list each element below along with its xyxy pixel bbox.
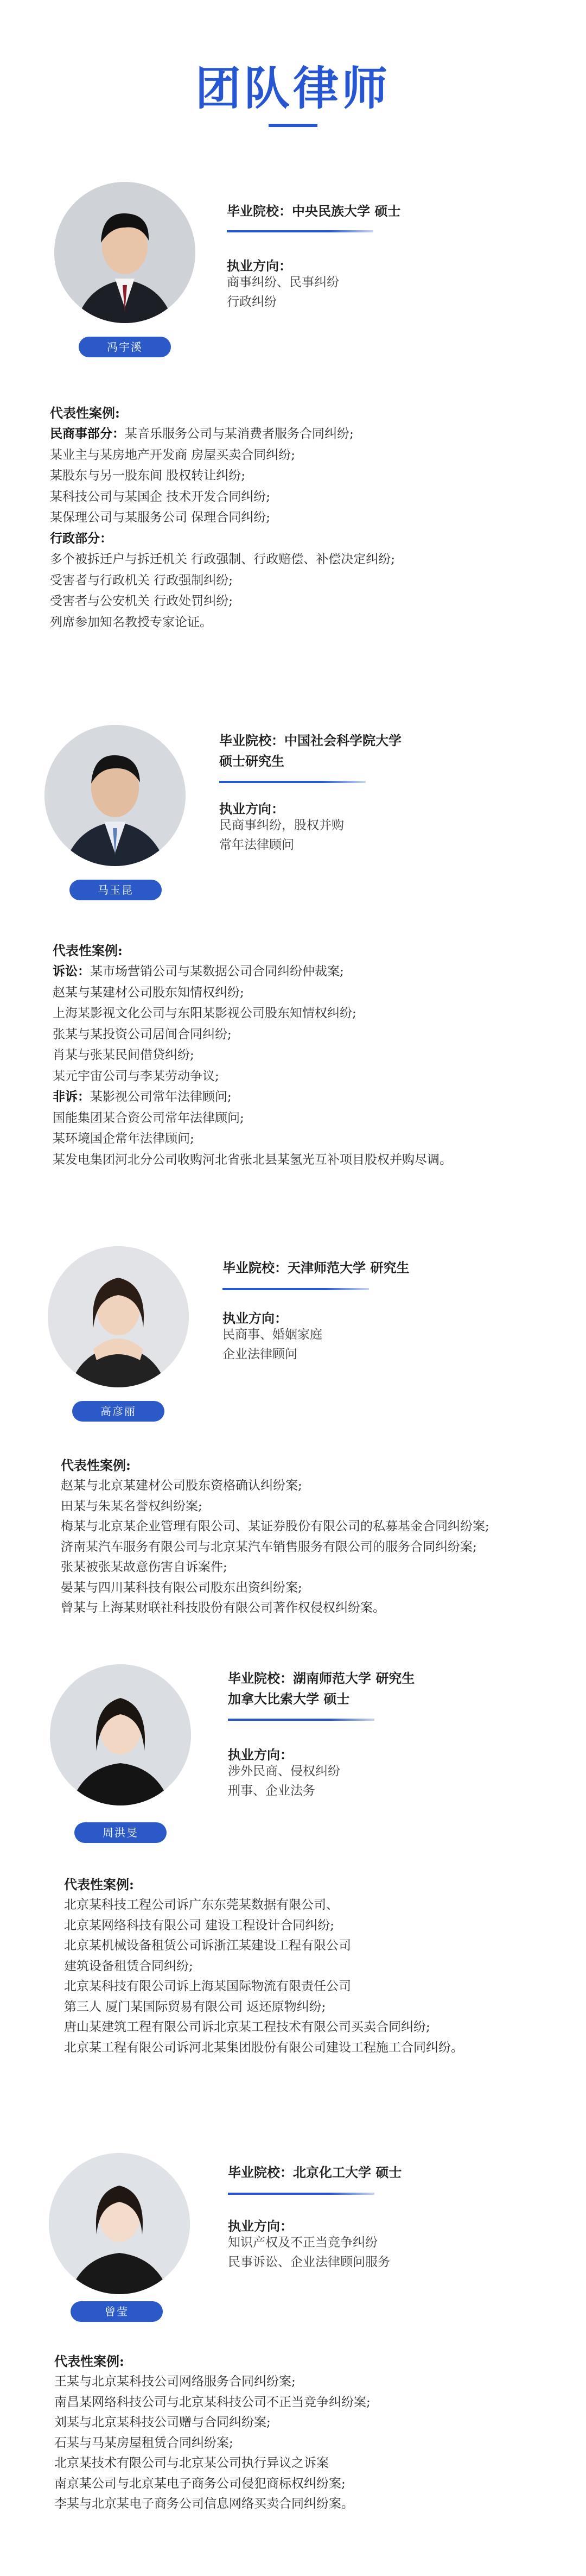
- direction-item-1: 民商事纠纷，股权并购: [219, 818, 344, 832]
- case-line: [53, 1108, 541, 1129]
- case-line: [50, 445, 538, 466]
- case-text: 国能集团某合资公司常年法律顾问;: [53, 1110, 244, 1125]
- case-text: 上海某影视文化公司与东阳某影视公司股东知情权纠纷;: [53, 1006, 356, 1020]
- case-text: 济南某汽车服务有限公司与北京某汽车销售服务有限公司的服务合同纠纷案;: [61, 1539, 477, 1554]
- education-line-1: 毕业院校：中国社会科学院大学: [219, 733, 402, 748]
- direction-item-1: 知识产权及不正当竞争纠纷: [228, 2236, 378, 2250]
- case-text: 某科技公司与某国企 技术开发合同纠纷;: [50, 489, 271, 504]
- cases-title: 代表性案例:: [50, 405, 120, 421]
- case-text: 张某与某投资公司居间合同纠纷;: [53, 1027, 232, 1041]
- case-text: 受害者与公安机关 行政处罚纠纷;: [50, 594, 233, 608]
- case-text: 某影视公司常年法律顾问;: [90, 1090, 232, 1104]
- case-line: [53, 1150, 541, 1171]
- direction-item-1: 涉外民商、侵权纠纷: [228, 1764, 340, 1778]
- cases-title: 代表性案例:: [61, 1457, 131, 1473]
- case-line: [64, 1916, 552, 1936]
- case-line: [54, 2474, 543, 2495]
- direction-item-2: 企业法律顾问: [222, 1347, 297, 1361]
- case-line: [61, 1578, 549, 1599]
- direction-item-2: 常年法律顾问: [219, 838, 294, 852]
- case-line: [53, 1087, 541, 1108]
- education-line-1: 毕业院校：湖南师范大学 研究生: [228, 1670, 415, 1686]
- case-line: [53, 1066, 541, 1087]
- case-line: [54, 2433, 543, 2454]
- direction-label: 执业方向：: [227, 258, 292, 274]
- case-line: [64, 1956, 552, 1977]
- cases-section: [54, 2351, 543, 2515]
- case-text: 石某与马某房屋租赁合同纠纷案;: [54, 2435, 233, 2450]
- education-underline: [222, 1288, 369, 1290]
- direction-label: 执业方向：: [228, 2218, 293, 2234]
- education-line-1: 毕业院校：北京化工大学 硕士: [228, 2164, 402, 2180]
- case-text: 张某被张某故意伤害自诉案件;: [61, 1560, 227, 1574]
- education-line-2: 硕士研究生: [219, 753, 284, 769]
- case-text: 某保理公司与某服务公司 保理合同纠纷;: [50, 510, 271, 525]
- case-text: 田某与朱某名誉权纠纷案;: [61, 1499, 202, 1513]
- case-text: 赵某与某建材公司股东知情权纠纷;: [53, 985, 244, 1000]
- case-line: [53, 1003, 541, 1024]
- case-category: 行政部分：: [50, 531, 112, 546]
- case-line: [53, 961, 541, 982]
- case-text: 建筑设备租赁合同纠纷;: [64, 1959, 193, 1973]
- education-line-1: 毕业院校：天津师范大学 研究生: [222, 1260, 410, 1276]
- case-line: [61, 1476, 549, 1497]
- case-category: 民商事部分：: [50, 426, 125, 441]
- name-badge: 曾莹: [71, 2301, 163, 2322]
- case-text: 唐山某建筑工程有限公司诉北京某工程技术有限公司买卖合同纠纷;: [64, 2020, 430, 2034]
- case-text: 肖某与张某民间借贷纠纷;: [53, 1048, 194, 1062]
- case-text: 北京某网络科技有限公司 建设工程设计合同纠纷;: [64, 1918, 335, 1933]
- case-line: [50, 507, 538, 528]
- case-line: [50, 549, 538, 570]
- case-text: 北京某机械设备租赁公司诉浙江某建设工程有限公司: [64, 1939, 351, 1953]
- direction-item-1: 民商事、婚姻家庭: [222, 1328, 322, 1342]
- case-line: [64, 2017, 552, 2038]
- case-line: [54, 2453, 543, 2474]
- name-badge: 冯宇溪: [79, 337, 171, 357]
- case-text: 晏某与四川某科技有限公司股东出资纠纷案;: [61, 1580, 302, 1595]
- cases-title: 代表性案例:: [54, 2353, 124, 2369]
- case-line: [61, 1517, 549, 1537]
- case-line: [64, 2038, 552, 2059]
- cases-section: [53, 940, 541, 1170]
- case-line: [64, 1936, 552, 1956]
- case-line: [54, 2372, 543, 2392]
- case-text: 北京某科技工程公司诉广东东莞某数据有限公司、: [64, 1898, 339, 1912]
- case-line: [53, 1128, 541, 1150]
- case-text: 梅某与北京某企业管理有限公司、某证券股份有限公司的私募基金合同纠纷案;: [61, 1519, 489, 1533]
- direction-item-2: 民事诉讼、企业法律顾问服务: [228, 2255, 390, 2269]
- case-text: 刘某与北京某科技公司赠与合同纠纷案;: [54, 2415, 271, 2429]
- case-text: 赵某与北京某建材公司股东资格确认纠纷案;: [61, 1479, 302, 1493]
- case-text: 李某与北京某电子商务公司信息网络买卖合同纠纷案。: [54, 2497, 354, 2511]
- education-underline: [219, 781, 366, 783]
- lawyer-portrait: [49, 2153, 190, 2294]
- case-text: 南京某公司与北京某电子商务公司侵犯商标权纠纷案;: [54, 2476, 346, 2491]
- cases-title: 代表性案例:: [64, 1877, 134, 1892]
- case-line: [50, 570, 538, 591]
- case-text: 曾某与上海某财联社科技股份有限公司著作权侵权纠纷案。: [61, 1601, 385, 1615]
- education-underline: [228, 1719, 374, 1721]
- direction-item-2: 行政纠纷: [227, 295, 277, 309]
- direction-label: 执业方向：: [228, 1747, 293, 1763]
- case-text: 南昌某网络科技公司与北京某科技公司不正当竞争纠纷案;: [54, 2395, 371, 2409]
- case-text: 某音乐服务公司与某消费者服务合同纠纷;: [125, 427, 354, 441]
- lawyer-portrait: [50, 1664, 191, 1805]
- title-underline: [269, 124, 317, 127]
- name-badge: 高彦丽: [72, 1401, 164, 1422]
- case-text: 列席参加知名教授专家论证。: [50, 615, 212, 629]
- case-text: 某市场营销公司与某数据公司合同纠纷仲裁案;: [90, 964, 344, 978]
- education-line-2: 加拿大比索大学 硕士: [228, 1691, 350, 1707]
- case-line: [61, 1598, 549, 1619]
- education-line-1: 毕业院校：中央民族大学 硕士: [227, 203, 401, 219]
- case-text: 多个被拆迁户与拆迁机关 行政强制、行政赔偿、补偿决定纠纷;: [50, 552, 396, 566]
- page-title: 团队律师: [195, 62, 391, 115]
- lawyer-portrait: [54, 182, 195, 323]
- lawyer-portrait: [44, 725, 186, 866]
- case-line: [50, 528, 538, 550]
- case-category: 诉讼：: [53, 964, 90, 978]
- case-line: [64, 1997, 552, 2018]
- cases-section: [64, 1874, 552, 2058]
- name-badge: 周洪旻: [74, 1822, 167, 1843]
- education-underline: [227, 230, 373, 232]
- case-line: [50, 424, 538, 445]
- lawyer-portrait: [48, 1246, 189, 1387]
- case-text: 某业主与某房地产开发商 房屋买卖合同纠纷;: [50, 447, 296, 462]
- direction-item-2: 刑事、企业法务: [228, 1784, 315, 1798]
- case-text: 第三人 厦门某国际贸易有限公司 返还原物纠纷;: [64, 1999, 326, 2014]
- case-line: [61, 1537, 549, 1558]
- case-line: [50, 465, 538, 487]
- case-text: 王某与北京某科技公司网络服务合同纠纷案;: [54, 2375, 296, 2389]
- education-underline: [228, 2193, 374, 2195]
- case-line: [54, 2392, 543, 2413]
- direction-item-1: 商事纠纷、民事纠纷: [227, 275, 339, 289]
- case-line: [64, 1895, 552, 1916]
- name-badge: 马玉昆: [69, 880, 162, 900]
- case-text: 受害者与行政机关 行政强制纠纷;: [50, 573, 233, 588]
- case-line: [50, 487, 538, 508]
- case-text: 北京某技术有限公司与北京某公司执行异议之诉案: [54, 2456, 329, 2470]
- cases-section: [50, 403, 538, 633]
- case-text: 某股东与另一股东间 股权转让纠纷;: [50, 469, 246, 483]
- cases-section: [61, 1455, 549, 1619]
- case-text: 某元宇宙公司与李某劳动争议;: [53, 1069, 219, 1083]
- case-line: [64, 1977, 552, 1997]
- case-line: [61, 1497, 549, 1517]
- case-category: 非诉：: [53, 1089, 90, 1104]
- case-text: 北京某工程有限公司诉河北某集团股份有限公司建设工程施工合同纠纷。: [64, 2040, 463, 2055]
- case-line: [54, 2494, 543, 2515]
- case-line: [53, 1024, 541, 1045]
- case-text: 某环境国企常年法律顾问;: [53, 1132, 194, 1146]
- case-text: 北京某科技有限公司诉上海某国际物流有限责任公司: [64, 1979, 351, 1993]
- case-line: [61, 1557, 549, 1578]
- case-line: [54, 2413, 543, 2433]
- direction-label: 执业方向：: [222, 1310, 288, 1326]
- case-line: [53, 1045, 541, 1066]
- direction-label: 执业方向：: [219, 801, 284, 817]
- cases-title: 代表性案例:: [53, 943, 123, 958]
- case-line: [50, 591, 538, 612]
- case-line: [53, 982, 541, 1003]
- case-text: 某发电集团河北分公司收购河北省张北县某氢光互补项目股权并购尽调。: [53, 1152, 452, 1167]
- case-line: [50, 612, 538, 633]
